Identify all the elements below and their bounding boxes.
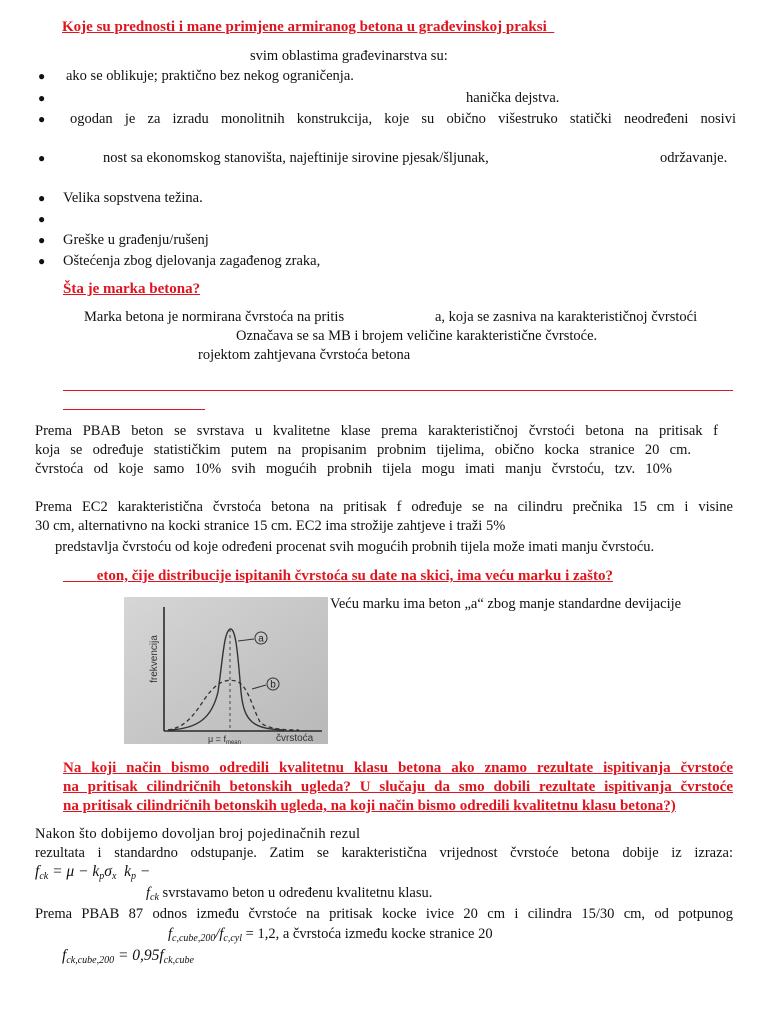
formula-fck: $f_{ck} = \mu - k_p\sigma_x$ $k_p$ − — [35, 863, 151, 882]
bullet-dot-icon: ● — [38, 112, 46, 126]
list-item: nost sa ekonomskog stanovišta, najeftinije sirovine pjesak/šljunak, — [103, 150, 489, 166]
question-4-line-2: na pritisak cilindričnih betonskih ugleda? U slučaju da smo dobili rezultate ispitivanja čvrstoće — [63, 779, 733, 795]
ec2-line-3: predstavlja čvrstoću od koje određeni procenat svih mogućih probnih tijela može imati manju čvrstoću. — [55, 539, 655, 555]
curve-b-label: b — [270, 679, 276, 691]
bullet-dot-icon: ● — [38, 254, 46, 268]
ec2-line-1: Prema EC2 karakteristična čvrstoća betona na pritisak f određuje se na cilindru prečnika 15 cm i visine — [35, 499, 733, 515]
red-divider-short — [63, 409, 205, 410]
list-item: hanička dejstva. — [466, 90, 560, 106]
a4-line-4: $f_{ck}$ svrstavamo beton u određenu kvalitetnu klasu. — [146, 885, 433, 903]
y-axis-label: frekvencija — [149, 635, 160, 683]
q3-answer: Veću marku ima beton „a“ zbog manje standardne devijacije — [330, 596, 682, 612]
bullet-dot-icon: ● — [38, 69, 46, 83]
q2-line-1b: a, koja se zasniva na karakterističnoj čvrstoći — [435, 309, 698, 325]
question-4-line-3: na pritisak cilindričnih betonskih ugleda, na koji način bismo odredili kvalitetnu klasu betona?) — [63, 798, 676, 814]
a4-line-6: $f_{c,cube,200}/f_{c,cyl} = 1,2$, a čvrstoća između kocke stranice 20 — [168, 926, 493, 944]
bullet-dot-icon: ● — [38, 151, 46, 165]
list-item: Greške u građenju/rušenj — [63, 232, 209, 248]
question-2-title: Šta je marka betona? — [63, 281, 201, 297]
ec2-line-2: 30 cm, alternativno na kocki stranice 15 cm. EC2 ima strožije zahtjeve i traži 5% — [35, 518, 506, 534]
question-4-line-1: Na koji način bismo odredili kvalitetnu klasu betona ako znamo rezultate ispitivanja čvrstoće — [63, 760, 733, 776]
distribution-sketch — [124, 597, 328, 744]
bullet-dot-icon: ● — [38, 191, 46, 205]
pbab-line-1: Prema PBAB beton se svrstava u kvalitetne klase prema karakterističnoj čvrstoći betona na pritisak f — [35, 423, 718, 439]
list-item: ako se oblikuje; praktično bez nekog ograničenja. — [66, 68, 354, 84]
list-item: Oštećenja zbog djelovanja zagađenog zraka, — [63, 253, 321, 269]
curve-a-label: a — [258, 633, 264, 645]
formula-fck-cube: $f_{ck,cube,200} = 0,95f_{ck,cube}$ — [62, 947, 194, 966]
question-1-title: Koje su prednosti i mane primjene armiranog betona u građevinskoj praksi — [62, 19, 547, 35]
red-divider — [63, 390, 733, 391]
pbab-line-2: koja se određuje statističkim putem na propisanim probnim tijelima, obično kocka stranice 20 cm. — [35, 442, 691, 458]
a4-line-5: Prema PBAB 87 odnos između čvrstoće na pritisak kocke ivice 20 cm i cilindra 15/30 cm, od potpunog — [35, 906, 733, 922]
q2-line-3: rojektom zahtjevana čvrstoća betona — [198, 347, 411, 363]
pbab-line-3: čvrstoća od koje samo 10% svih mogućih probnih tijela mogu imati manju čvrstoću, tzv. 10% — [35, 461, 672, 477]
x-axis-label: čvrstoća — [276, 733, 314, 744]
bullet-dot-icon: ● — [38, 212, 46, 226]
a4-line-1: Nakon što dobijemo dovoljan broj pojedinačnih rezul — [35, 826, 361, 842]
q2-line-1a: Marka betona je normirana čvrstoća na pritis — [84, 309, 345, 325]
a4-line-2: rezultata i standardno odstupanje. Zatim se karakteristična vrijednost čvrstoće betona dobije iz izraza: — [35, 845, 733, 861]
list-item: ogodan je za izradu monolitnih konstrukcija, koje su obično višestruko statički neodređeni nosivi — [70, 111, 736, 127]
q2-line-2: Označava se sa MB i brojem veličine karakteristične čvrstoće. — [236, 328, 598, 344]
q1-intro: svim oblastima građevinarstva su: — [250, 48, 448, 64]
mean-label: $\mu = f_{mean}$ — [208, 734, 241, 744]
bullet-dot-icon: ● — [38, 91, 46, 105]
bullet-dot-icon: ● — [38, 233, 46, 247]
question-3-title: eton, čije distribucije ispitanih čvrstoća su date na skici, ima veću marku i zašto? — [96, 568, 613, 584]
list-item: održavanje. — [660, 150, 728, 166]
list-item: Velika sopstvena težina. — [63, 190, 203, 206]
